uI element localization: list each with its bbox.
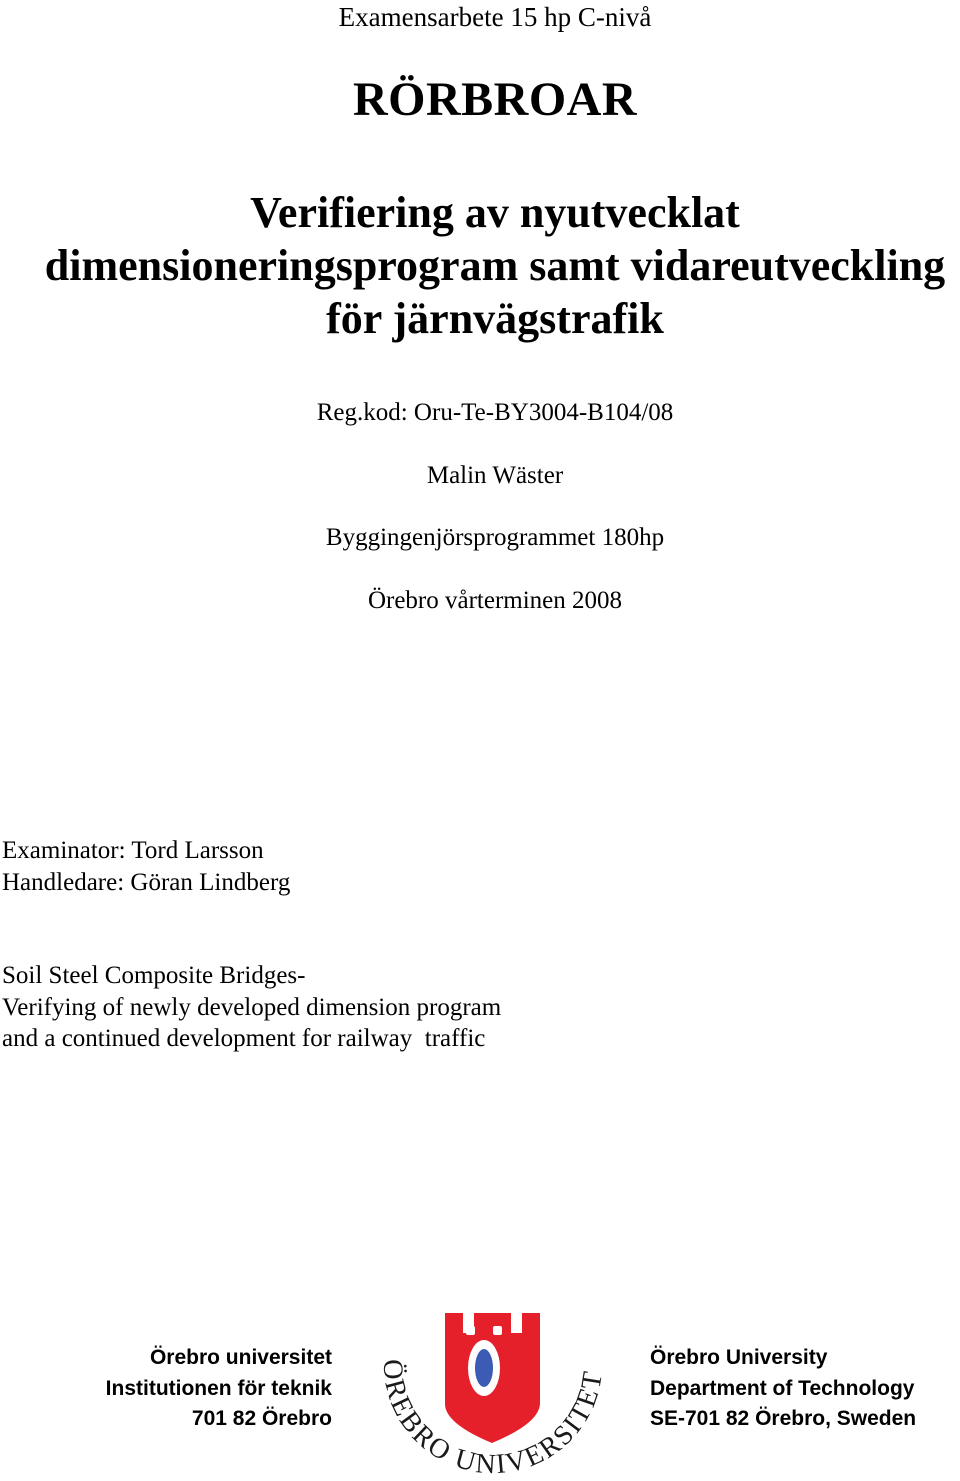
- supervisor: Handledare: Göran Lindberg: [2, 868, 291, 896]
- footer-department-sv: Institutionen för teknik: [105, 1376, 332, 1400]
- place-and-term: Örebro vårterminen 2008: [367, 587, 623, 614]
- english-title-line-3: and a continued development for railway traffic: [2, 1025, 486, 1052]
- footer-english-address: [650, 1343, 916, 1435]
- examiner: Examinator: Tord Larsson: [2, 837, 264, 864]
- study-program: Byggingenjörsprogrammet 180hp: [325, 524, 665, 551]
- footer-university-sv: Örebro universitet: [149, 1346, 332, 1369]
- footer-department-en: Department of Technology: [650, 1376, 915, 1400]
- logo-ring-text-path: ÖREBRO UNIVERSITET: [376, 1358, 610, 1478]
- english-title-line-2: Verifying of newly developed dimension program: [2, 993, 502, 1021]
- english-title-line-1: Soil Steel Composite Bridges-: [2, 962, 306, 989]
- subtitle-line-1: Verifiering av nyutvecklat: [250, 188, 740, 237]
- thesis-title: RÖRBROAR: [352, 73, 637, 126]
- english-title-block: [2, 960, 501, 1055]
- orebro-university-logo: [370, 1308, 615, 1478]
- footer-swedish-address: [106, 1343, 332, 1435]
- author-name: Malin Wäster: [426, 462, 564, 489]
- shield-emblem: [445, 1313, 540, 1443]
- footer-address-sv: 701 82 Örebro: [191, 1407, 332, 1430]
- supervision-block: [2, 835, 290, 898]
- registration-code: Reg.kod: Oru-Te-BY3004-B104/08: [316, 399, 674, 426]
- footer-university-en: Örebro University: [650, 1346, 828, 1369]
- subtitle-line-3: för järnvägstrafik: [326, 294, 664, 343]
- footer-address-en: SE-701 82 Örebro, Sweden: [650, 1407, 917, 1430]
- course-level: Examensarbete 15 hp C-nivå: [338, 2, 652, 32]
- subtitle-line-2: dimensioneringsprogram samt vidareutveckling: [44, 241, 946, 290]
- thesis-subtitle: [0, 186, 960, 345]
